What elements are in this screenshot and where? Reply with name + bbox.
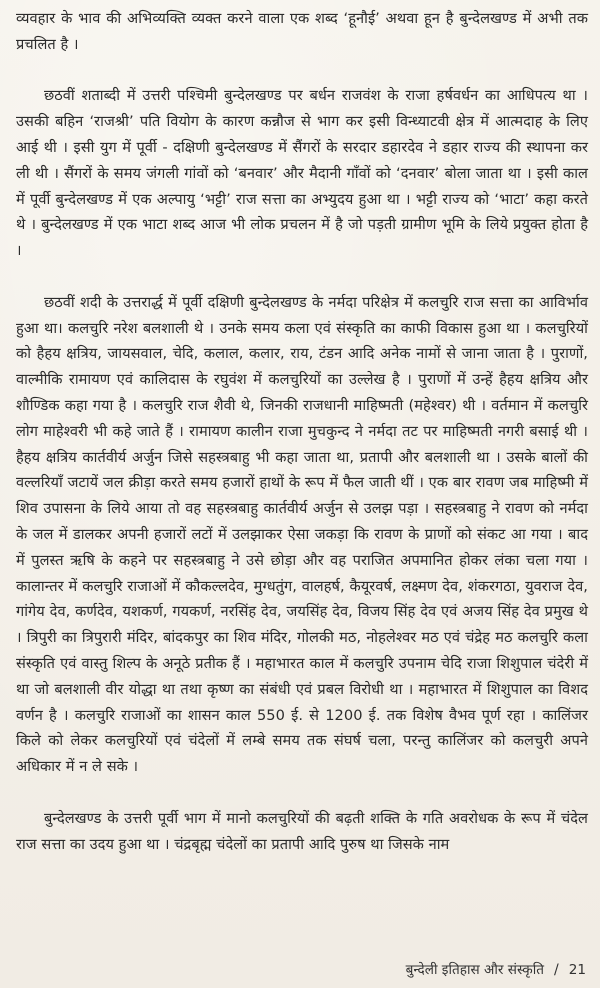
page-footer — [406, 959, 586, 978]
paragraph-4: बुन्देलखण्ड के उत्तरी पूर्वी भाग में मानो कलचुरियों की बढ़ती शक्ति के गति अवरोधक के रूप में चंदेल राज सत्ता का उदय हुआ था । चंद्रबृह्म चंदेलों का प्रतापी आदि पुरुष था जिसके नाम — [16, 809, 588, 853]
paragraph-1: व्यवहार के भाव की अभिव्यक्ति व्यक्त करने वाला एक शब्द ‘हूनौई’ अथवा हून है बुन्देलखण्ड में अभी तक प्रचलित है । — [16, 10, 588, 53]
paragraph-gap — [16, 58, 588, 84]
footer-separator: / — [553, 962, 559, 978]
paragraph-gap — [16, 780, 588, 806]
paragraph-2: छठवीं शताब्दी में उत्तरी पश्चिमी बुन्देलखण्ड पर बर्धन राजवंश के राजा हर्षवर्धन का आधिपत्य था । उसकी बहिन ‘राजश्री’ पति वियोग के कारण कन्नौज से भाग कर इसी विन्ध्याटवी क्षेत्र में आत्मदाह के लिए आई थी । इसी युग में पूर्वी - दक्षिणी बुन्देलखण्ड में सैंगरों के सरदार डहारदेव ने डहार राज्य की स्थापना कर ली थी । सैंगरों के समय जंगली गांवों को ‘बनवार’ और मैदानी गाँवों को ‘दनवार’ बोला जाता था । इसी काल में पूर्वी बुन्देलखण्ड में एक अल्पायु ‘भट्टी’ राज सत्ता का अभ्युदय हुआ था । भट्टी राज्य को ‘भाटा’ कहा करते थे । बुन्देलखण्ड में एक भाटा शब्द आज भी लोक प्रचलन में है जो पड़ती ग्रामीण भूमि के लिये प्रयुक्त होता है । — [16, 87, 588, 260]
footer-book-title: बुन्देली इतिहास और संस्कृति — [405, 962, 544, 978]
paragraph-3: छठवीं शदी के उत्तरार्द्ध में पूर्वी दक्षिणी बुन्देलखण्ड के नर्मदा परिक्षेत्र में कलचुरि राज सत्ता का आविर्भाव हुआ था। कलचुरि नरेश बलशाली थे । उनके समय कला एवं संस्कृति का काफी विकास हुआ था । कलचुरियों को हैहय क्षत्रिय, जायसवाल, चेदि, कलाल, कलार, राय, टंडन आदि अनेक नामों से जाना जाता है । पुराणों, वाल्मीकि रामायण एवं कालिदास के रघुवंश में कलचुरियों का उल्लेख है । पुराणों में उन्हें हैहय क्षत्रिय और शौण्डिक कहा गया है । कलचुरि राज शैवी थे, जिनकी राजधानी माहिष्मती (महेश्वर) थी । वर्तमान में कलचुरि लोग माहेश्वरी भी कहे जाते हैं । रामायण कालीन राजा मुचकुन्द ने नर्मदा तट पर माहिष्मती नगरी बसाई थी । हैहय क्षत्रिय कार्तवीर्य अर्जुन जिसे सहस्त्रबाहु भी कहा जाता था, प्रतापी और बलशाली था । उसके बालों की वल्लरियाँ जटायें जल क्रीड़ा करते समय हजारों हाथों के रूप में फैल जाती थीं । एक बार रावण जब माहिष्मी में शिव उपासना के लिये आया तो वह सहस्त्रबाहु कार्तवीर्य अर्जुन से उलझ पड़ा । सहस्त्रबाहु ने रावण को नर्मदा के जल में डालकर अपनी हजारों लटों में उलझाकर ऐसा जकड़ा कि रावण के प्राणों को संकट आ गया । बाद में पुलस्त ऋषि के कहने पर सहस्त्रबाहु ने उसे छोड़ा और वह पराजित अपमानित होकर लंका चला गया । कालान्तर में कलचुरि राजाओं में कौकल्लदेव, मुग्धतुंग, वालहर्ष, कैयूरवर्ष, लक्ष्मण देव, शंकरगठा, युवराज देव, गांगेय देव, कर्णदेव, यशकर्ण, गयकर्ण, नरसिंह देव, जयसिंह देव, विजय सिंह देव एवं अजय सिंह देव प्रमुख थे । त्रिपुरी का त्रिपुरारी मंदिर, बांदकपुर का शिव मंदिर, गोलकी मठ, नोहलेश्वर मठ एवं चंद्रेह मठ कलचुरि कला संस्कृति एवं वास्तु शिल्प के अनूठे प्रतीक हैं । महाभारत काल में कलचुरि उपनाम चेदि राजा शिशुपाल चंदेरी में था जो बलशाली वीर योद्धा था तथा कृष्ण का संबंधी एवं प्रबल विरोधी था । महाभारत में शिशुपाल का विशद वर्णन है । कलचुरि राजाओं का शासन काल 550 ई. से 1200 ई. तक विशेष वैभव पूर्ण रहा । कालिंजर किले को लेकर कलचुरियों एवं चंदेलों में लम्बे समय तक संघर्ष चला, परन्तु कालिंजर को कलचुरी अपने अधिकार में न ले सके । — [16, 293, 588, 776]
page-number: 21 — [568, 962, 586, 978]
paragraph-gap — [16, 264, 588, 290]
